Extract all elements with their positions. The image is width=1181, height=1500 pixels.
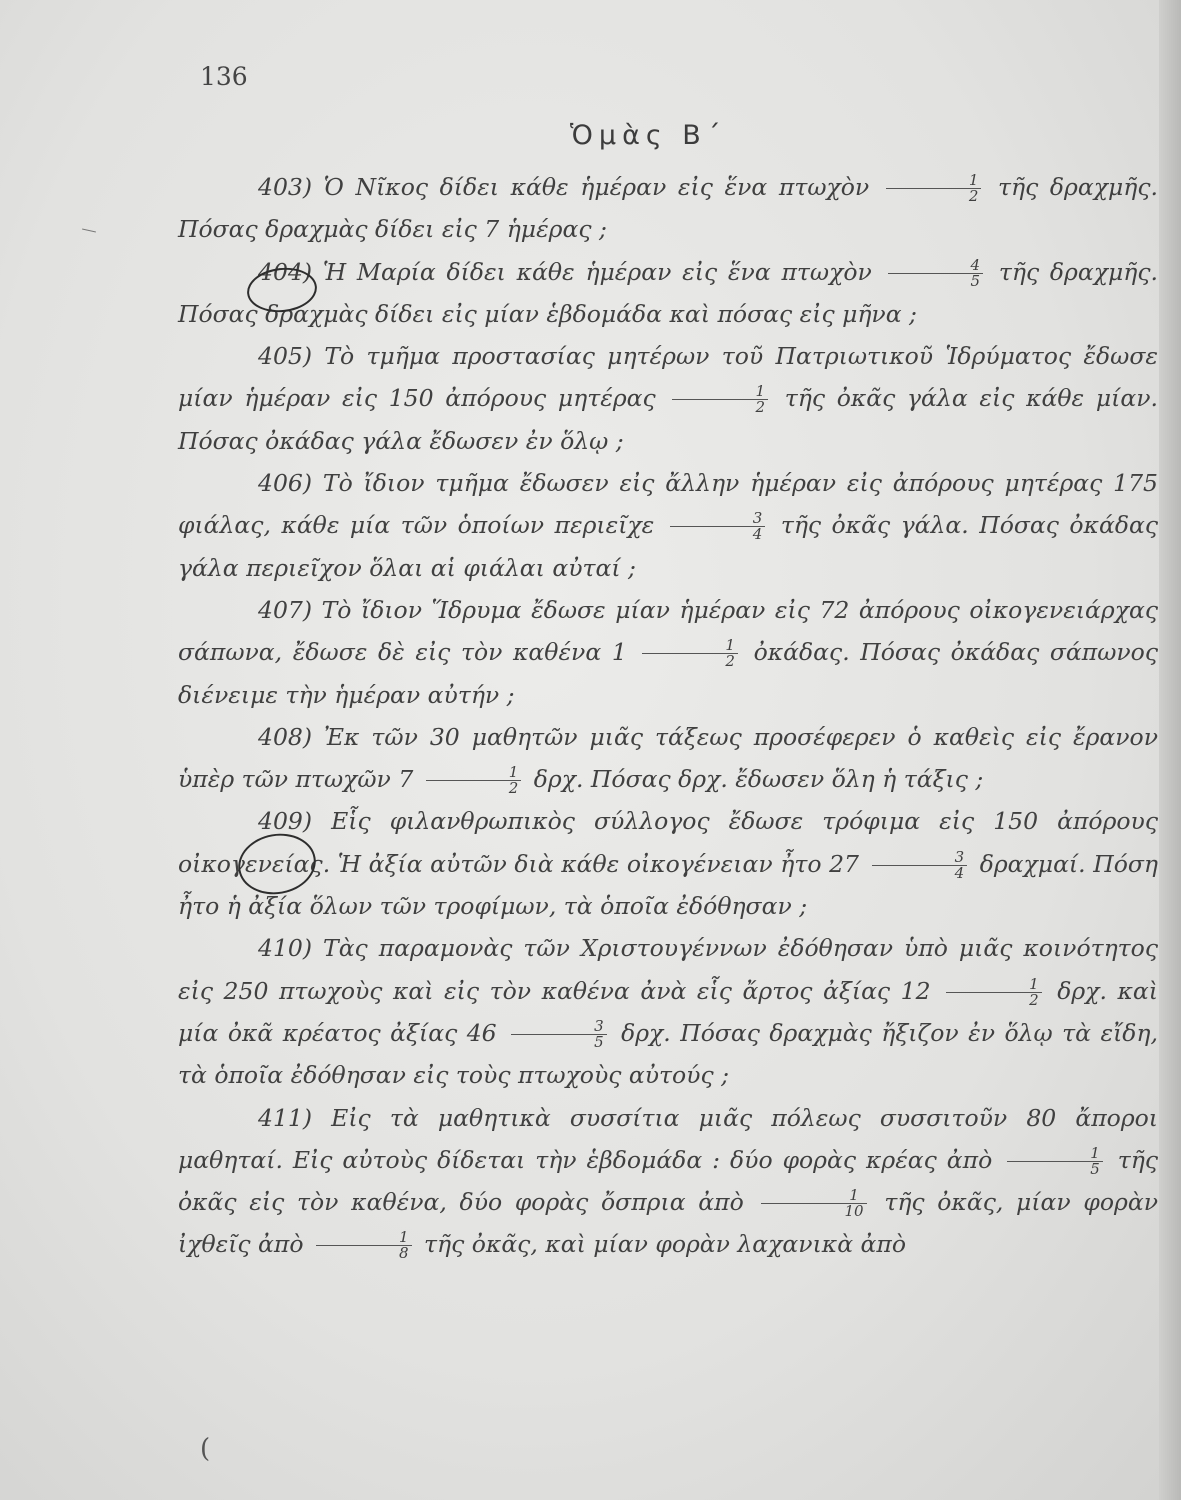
fraction-denominator: 5 xyxy=(1090,1159,1100,1178)
problem-407 xyxy=(178,589,1158,716)
problem-number: 404) xyxy=(258,257,313,286)
problem-text: ὀκάδας. Πόσας ὀκάδας σάπωνος διένειμε τὴν ἡμέραν αὐτήν ; xyxy=(178,638,1158,709)
problem-text: Ἐκ τῶν 30 μαθητῶν μιᾶς τάξεως προσέφερεν ὁ καθεὶς εἰς ἔρανον ὑπὲρ τῶν πτωχῶν 7 xyxy=(178,722,1158,794)
problem-text: Τὸ ἴδιον Ἵδρυμα ἔδωσε μίαν ἡμέραν εἰς 72 ἀπόρους οἰκογενειάρχας σάπωνα, ἔδωσε δὲ εἰς τὸν καθένα 1 xyxy=(178,595,1158,667)
problem-408 xyxy=(178,716,1158,801)
problem-text: Τὸ ἴδιον τμῆμα ἔδωσεν εἰς ἄλλην ἡμέραν εἰς ἀπόρους μητέρας 175 φιάλας, κάθε μία τῶν ὁποίων περιεῖχε xyxy=(178,469,1158,540)
fraction-denominator: 2 xyxy=(968,187,979,205)
fraction-denominator: 5 xyxy=(970,271,981,290)
problem-text: Τὸ τμῆμα προστασίας μητέρων τοῦ Πατριωτικοῦ Ἱδρύματος ἔδωσε μίαν ἡμέραν εἰς 150 ἀπόρους μητέρας xyxy=(178,342,1158,413)
problem-text: τῆς ὀκᾶς εἰς τὸν καθένα, δύο φορὰς ὄσπρια ἀπὸ xyxy=(178,1145,1158,1217)
margin-pencil-mark xyxy=(82,229,96,233)
fraction-numerator: 3 xyxy=(511,1019,607,1035)
problem-text: Εἷς φιλανθρωπικὸς σύλλογος ἔδωσε τρόφιμα εἰς 150 ἀπόρους οἰκογενείας. Ἡ ἀξία αὐτῶν διὰ κάθε οἰκογένειαν ἦτο 27 xyxy=(178,807,1158,878)
problem-text: Ὁ Νῖκος δίδει κάθε ἡμέραν εἰς ἕνα πτωχὸν xyxy=(323,173,870,201)
problem-409 xyxy=(178,800,1158,927)
fraction-denominator: 2 xyxy=(755,398,765,417)
problem-number: 410) xyxy=(258,934,313,963)
fraction-denominator: 5 xyxy=(594,1032,604,1051)
fraction xyxy=(1007,1143,1103,1178)
problem-number: 411) xyxy=(258,1103,313,1132)
problem-404 xyxy=(178,251,1158,336)
problem-text: τῆς δραχμῆς. Πόσας δραχμὰς δίδει εἰς 7 ἡμέρας ; xyxy=(178,173,1158,244)
fraction-numerator: 1 xyxy=(761,1188,866,1204)
problem-number: 409) xyxy=(258,807,313,836)
problem-number: 403) xyxy=(258,173,313,201)
problem-410 xyxy=(178,927,1158,1096)
problem-406 xyxy=(178,462,1158,589)
fraction-numerator: 1 xyxy=(1007,1146,1103,1162)
fraction-numerator: 1 xyxy=(672,384,768,400)
problem-text: τῆς δραχμῆς. Πόσας δραχμὰς δίδει εἰς μίαν ἑβδομάδα καὶ πόσας εἰς μῆνα ; xyxy=(178,257,1158,328)
problem-list xyxy=(178,166,1158,1266)
fraction xyxy=(672,384,768,415)
group-title: Ὁμὰς Β΄ xyxy=(570,120,727,151)
fraction xyxy=(888,255,984,290)
problem-text: δρχ. Πόσας δραχμὰς ἤξιζον ἐν ὅλῳ τὰ εἴδη, τὰ ὁποῖα ἐδόθησαν εἰς τοὺς πτωχοὺς αὐτούς ; xyxy=(178,1018,1158,1090)
problem-text: τῆς ὀκᾶς γάλα. Πόσας ὀκάδας γάλα περιεῖχον ὅλαι αἱ φιάλαι αὐταί ; xyxy=(178,511,1158,582)
fraction-denominator: 10 xyxy=(844,1202,864,1221)
problem-text: τῆς ὀκᾶς, μίαν φορὰν ἰχθεῖς ἀπὸ xyxy=(178,1188,1158,1259)
problem-text: δραχμαί. Πόση ἦτο ἡ ἀξία ὅλων τῶν τροφίμων, τὰ ὁποῖα ἐδόθησαν ; xyxy=(178,849,1158,921)
fraction xyxy=(642,638,738,669)
problem-number: 408) xyxy=(258,722,313,751)
page-edge-shadow xyxy=(1159,0,1181,1500)
fraction xyxy=(886,173,982,204)
fraction xyxy=(316,1230,412,1261)
problem-text: δρχ. καὶ μία ὀκᾶ κρέατος ἀξίας 46 xyxy=(178,976,1158,1047)
problem-text: Ἡ Μαρία δίδει κάθε ἡμέραν εἰς ἕνα πτωχὸν xyxy=(322,257,872,286)
fraction-denominator: 4 xyxy=(752,525,763,544)
fraction xyxy=(946,974,1042,1009)
fraction-numerator: 1 xyxy=(946,977,1042,993)
problem-number: 405) xyxy=(258,342,313,371)
problem-411 xyxy=(178,1097,1158,1266)
problem-text: δρχ. Πόσας δρχ. ἔδωσεν ὅλη ἡ τάξις ; xyxy=(533,765,984,794)
fraction xyxy=(426,765,522,796)
fraction-numerator: 1 xyxy=(642,638,738,654)
fraction-denominator: 2 xyxy=(725,652,735,671)
fraction xyxy=(761,1188,866,1219)
problem-text: τῆς ὀκᾶς γάλα εἰς κάθε μίαν. Πόσας ὀκάδας γάλα ἔδωσεν ἐν ὅλῳ ; xyxy=(178,384,1158,455)
problem-405 xyxy=(178,335,1158,462)
stray-pencil-mark: ( xyxy=(200,1434,211,1464)
fraction xyxy=(670,511,766,542)
problem-number: 406) xyxy=(258,469,313,498)
fraction-numerator: 4 xyxy=(888,258,984,274)
fraction xyxy=(872,847,968,882)
fraction-numerator: 1 xyxy=(426,765,522,781)
fraction-denominator: 4 xyxy=(954,863,965,882)
problem-text: Εἰς τὰ μαθητικὰ συσσίτια μιᾶς πόλεως συσσιτοῦν 80 ἄποροι μαθηταί. Εἰς αὐτοὺς δίδεται τὴν ἑβδομάδα : δύο φορὰς κρέας ἀπὸ xyxy=(178,1103,1158,1174)
problem-403 xyxy=(178,166,1158,251)
fraction-denominator: 8 xyxy=(399,1244,409,1263)
problem-text: τῆς ὀκᾶς, καὶ μίαν φορὰν λαχανικὰ ἀπὸ xyxy=(424,1230,906,1259)
fraction-denominator: 2 xyxy=(1029,990,1039,1009)
fraction-numerator: 1 xyxy=(886,173,982,189)
problem-number: 407) xyxy=(258,595,313,624)
fraction-denominator: 2 xyxy=(508,779,519,798)
page-number: 136 xyxy=(200,62,248,91)
fraction-numerator: 1 xyxy=(316,1230,412,1246)
problem-text: Τὰς παραμονὰς τῶν Χριστουγέννων ἐδόθησαν ὑπὸ μιᾶς κοινότητος εἰς 250 πτωχοὺς καὶ εἰς τὸν καθένα ἀνὰ εἷς ἄρτος ἀξίας 12 xyxy=(178,934,1158,1005)
fraction xyxy=(511,1016,607,1051)
fraction-numerator: 3 xyxy=(670,511,766,527)
fraction-numerator: 3 xyxy=(872,850,968,866)
